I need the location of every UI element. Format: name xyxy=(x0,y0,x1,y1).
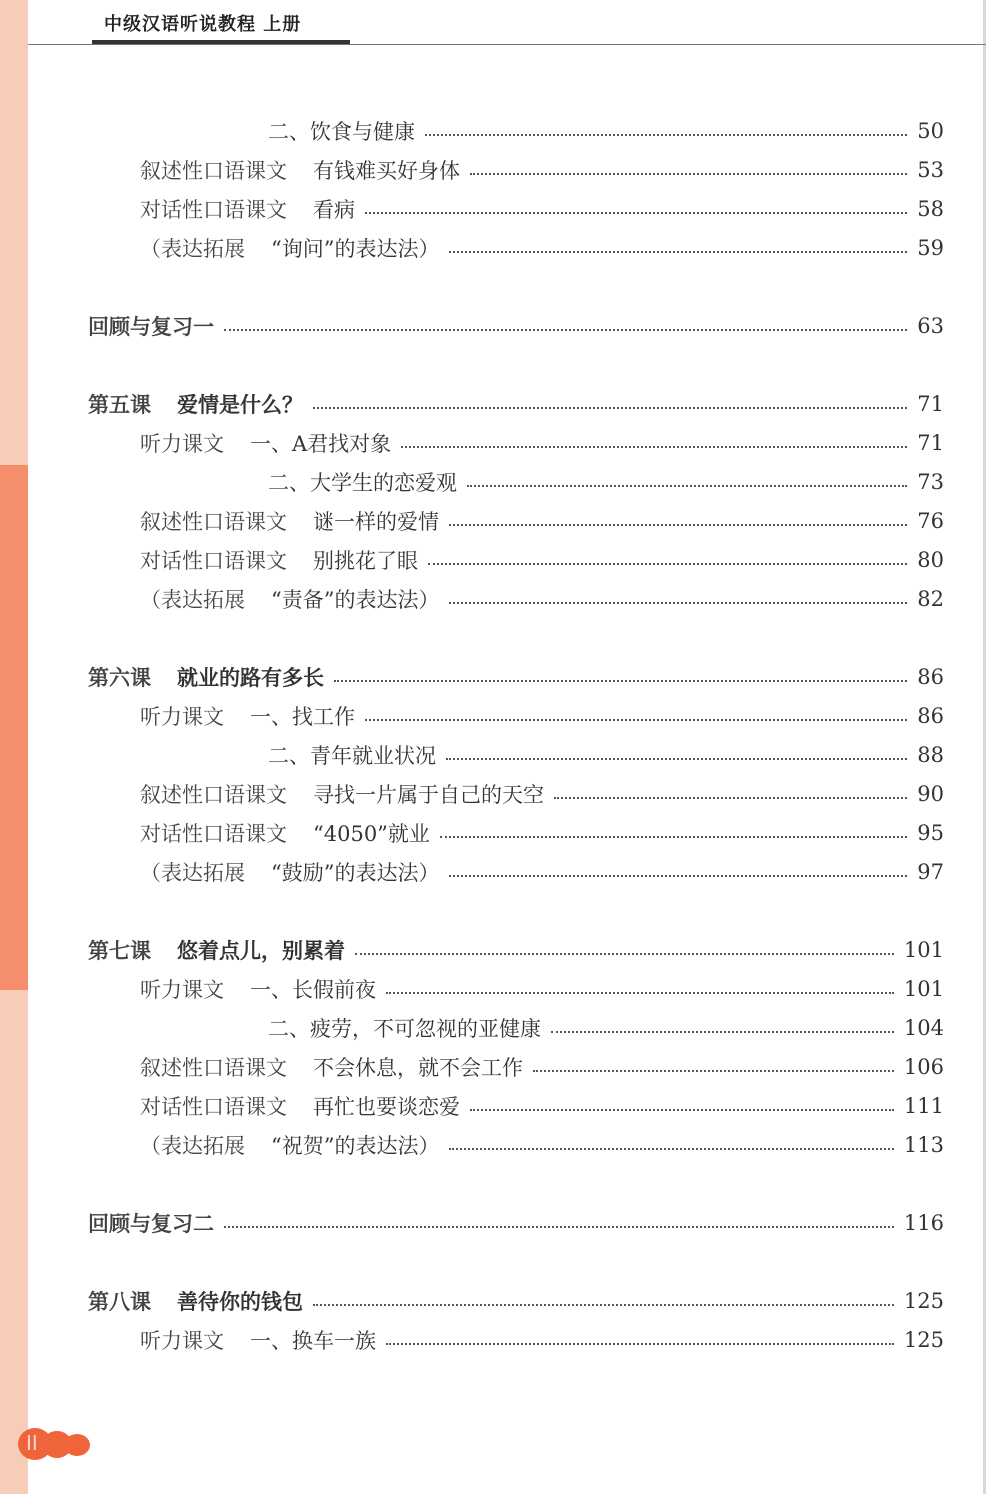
entry-page-number: 101 xyxy=(903,937,944,962)
toc-entry[interactable] xyxy=(0,735,986,774)
dot-leader xyxy=(554,797,907,799)
entry-section-label: 第八课 xyxy=(88,1289,151,1314)
entry-page-number: 88 xyxy=(917,742,944,767)
entry-section-label: 第六课 xyxy=(88,665,151,690)
entry-section-label: 对话性口语课文 xyxy=(140,821,287,846)
entry-title: 不会休息，就不会工作 xyxy=(313,1055,523,1080)
dot-leader xyxy=(224,329,907,331)
entry-page-number: 53 xyxy=(917,157,944,182)
entry-title: 一、换车一族 xyxy=(250,1328,376,1353)
entry-title: 二、大学生的恋爱观 xyxy=(268,470,457,495)
entry-page-number: 86 xyxy=(917,664,944,689)
entry-section-label: 对话性口语课文 xyxy=(140,1094,287,1119)
toc-entry[interactable] xyxy=(0,462,986,501)
toc-entry[interactable] xyxy=(0,150,986,189)
dot-leader xyxy=(425,134,907,136)
entry-title: 一、长假前夜 xyxy=(250,977,376,1002)
dot-leader xyxy=(470,173,907,175)
entry-title: 寻找一片属于自己的天空 xyxy=(313,782,544,807)
dot-leader xyxy=(386,1343,894,1345)
toc-chapter-entry[interactable] xyxy=(0,930,986,969)
entry-title: 看病 xyxy=(313,197,355,222)
entry-title: 二、疲劳，不可忽视的亚健康 xyxy=(268,1016,541,1041)
entry-page-number: 116 xyxy=(903,1210,944,1235)
toc-entry[interactable] xyxy=(0,111,986,150)
entry-page-number: 58 xyxy=(917,196,944,221)
page-number: II xyxy=(26,1431,38,1455)
toc-entry[interactable] xyxy=(0,189,986,228)
entry-page-number: 111 xyxy=(903,1093,944,1118)
entry-section-label: （表达拓展 xyxy=(140,236,245,261)
entry-section-label: 听力课文 xyxy=(140,1328,224,1353)
toc-chapter-entry[interactable] xyxy=(0,657,986,696)
dot-leader xyxy=(313,407,907,409)
entry-page-number: 125 xyxy=(903,1327,944,1352)
dot-leader xyxy=(365,212,907,214)
entry-page-number: 59 xyxy=(917,235,944,260)
toc-group xyxy=(0,384,986,618)
entry-title: 有钱难买好身体 xyxy=(313,158,460,183)
dot-leader xyxy=(449,875,907,877)
toc-entry[interactable] xyxy=(0,774,986,813)
entry-page-number: 82 xyxy=(917,586,944,611)
entry-section-label: 叙述性口语课文 xyxy=(140,158,287,183)
entry-section-label: 对话性口语课文 xyxy=(140,197,287,222)
dot-leader xyxy=(449,602,907,604)
entry-section-label: （表达拓展 xyxy=(140,860,245,885)
toc-chapter-entry[interactable] xyxy=(0,1203,986,1242)
entry-page-number: 76 xyxy=(917,508,944,533)
entry-page-number: 97 xyxy=(917,859,944,884)
toc-chapter-entry[interactable] xyxy=(0,306,986,345)
entry-section-label: 对话性口语课文 xyxy=(140,548,287,573)
toc-entry[interactable] xyxy=(0,969,986,1008)
dot-leader xyxy=(224,1226,894,1228)
dot-leader xyxy=(440,836,907,838)
toc-group xyxy=(0,930,986,1164)
dot-leader xyxy=(449,1148,893,1150)
toc-chapter-entry[interactable] xyxy=(0,1281,986,1320)
entry-title: “询问”的表达法） xyxy=(271,236,440,261)
entry-page-number: 63 xyxy=(917,313,944,338)
toc-group xyxy=(0,111,986,267)
entry-title: “祝贺”的表达法） xyxy=(271,1133,440,1158)
entry-title: 谜一样的爱情 xyxy=(313,509,439,534)
entry-title: 二、饮食与健康 xyxy=(268,119,415,144)
toc-entry[interactable] xyxy=(0,579,986,618)
entry-page-number: 71 xyxy=(917,430,944,455)
entry-title: 善待你的钱包 xyxy=(177,1289,303,1314)
entry-page-number: 73 xyxy=(917,469,944,494)
dot-leader xyxy=(449,251,907,253)
toc-entry[interactable] xyxy=(0,813,986,852)
entry-title: 别挑花了眼 xyxy=(313,548,418,573)
toc-entry[interactable] xyxy=(0,1125,986,1164)
toc-entry[interactable] xyxy=(0,696,986,735)
toc-entry[interactable] xyxy=(0,423,986,462)
entry-section-label: 回顾与复习二 xyxy=(88,1211,214,1236)
entry-title: 一、找工作 xyxy=(250,704,355,729)
entry-page-number: 50 xyxy=(917,118,944,143)
entry-title: 爱情是什么？ xyxy=(177,392,303,417)
dot-leader xyxy=(467,485,907,487)
toc-entry[interactable] xyxy=(0,1320,986,1359)
toc-group xyxy=(0,306,986,345)
entry-section-label: 叙述性口语课文 xyxy=(140,782,287,807)
dot-leader xyxy=(313,1304,894,1306)
entry-page-number: 95 xyxy=(917,820,944,845)
entry-page-number: 80 xyxy=(917,547,944,572)
toc-group xyxy=(0,657,986,891)
dot-leader xyxy=(428,563,907,565)
table-of-contents xyxy=(0,111,986,1398)
toc-entry[interactable] xyxy=(0,1047,986,1086)
toc-entry[interactable] xyxy=(0,1086,986,1125)
dot-leader xyxy=(551,1031,894,1033)
dot-leader xyxy=(401,446,907,448)
toc-group xyxy=(0,1203,986,1242)
entry-title: 悠着点儿，别累着 xyxy=(177,938,345,963)
entry-page-number: 86 xyxy=(917,703,944,728)
dot-leader xyxy=(470,1109,894,1111)
dot-leader xyxy=(386,992,894,994)
entry-page-number: 106 xyxy=(903,1054,944,1079)
entry-title: “4050”就业 xyxy=(313,821,430,846)
toc-chapter-entry[interactable] xyxy=(0,384,986,423)
entry-page-number: 71 xyxy=(917,391,944,416)
dot-leader xyxy=(334,680,907,682)
entry-section-label: 听力课文 xyxy=(140,704,224,729)
entry-title: 二、青年就业状况 xyxy=(268,743,436,768)
entry-section-label: （表达拓展 xyxy=(140,1133,245,1158)
dot-leader xyxy=(446,758,907,760)
entry-title: 就业的路有多长 xyxy=(177,665,324,690)
entry-section-label: 第五课 xyxy=(88,392,151,417)
toc-entry[interactable] xyxy=(0,501,986,540)
entry-title: 再忙也要谈恋爱 xyxy=(313,1094,460,1119)
entry-title: “鼓励”的表达法） xyxy=(271,860,440,885)
entry-section-label: 听力课文 xyxy=(140,977,224,1002)
dot-leader xyxy=(449,524,907,526)
toc-group xyxy=(0,1281,986,1359)
entry-section-label: 第七课 xyxy=(88,938,151,963)
running-header-title: 中级汉语听说教程 上册 xyxy=(104,14,302,35)
toc-entry[interactable] xyxy=(0,852,986,891)
entry-page-number: 125 xyxy=(903,1288,944,1313)
entry-page-number: 113 xyxy=(903,1132,944,1157)
entry-section-label: 叙述性口语课文 xyxy=(140,509,287,534)
entry-title: “责备”的表达法） xyxy=(271,587,440,612)
dot-leader xyxy=(365,719,907,721)
entry-section-label: 叙述性口语课文 xyxy=(140,1055,287,1080)
toc-entry[interactable] xyxy=(0,228,986,267)
entry-page-number: 90 xyxy=(917,781,944,806)
entry-section-label: 听力课文 xyxy=(140,431,224,456)
toc-entry[interactable] xyxy=(0,540,986,579)
entry-page-number: 101 xyxy=(903,976,944,1001)
entry-section-label: （表达拓展 xyxy=(140,587,245,612)
entry-section-label: 回顾与复习一 xyxy=(88,314,214,339)
dot-leader xyxy=(355,953,894,955)
entry-page-number: 104 xyxy=(903,1015,944,1040)
entry-title: 一、A君找对象 xyxy=(250,431,392,456)
header-rule xyxy=(28,44,986,45)
toc-entry[interactable] xyxy=(0,1008,986,1047)
dot-leader xyxy=(533,1070,894,1072)
